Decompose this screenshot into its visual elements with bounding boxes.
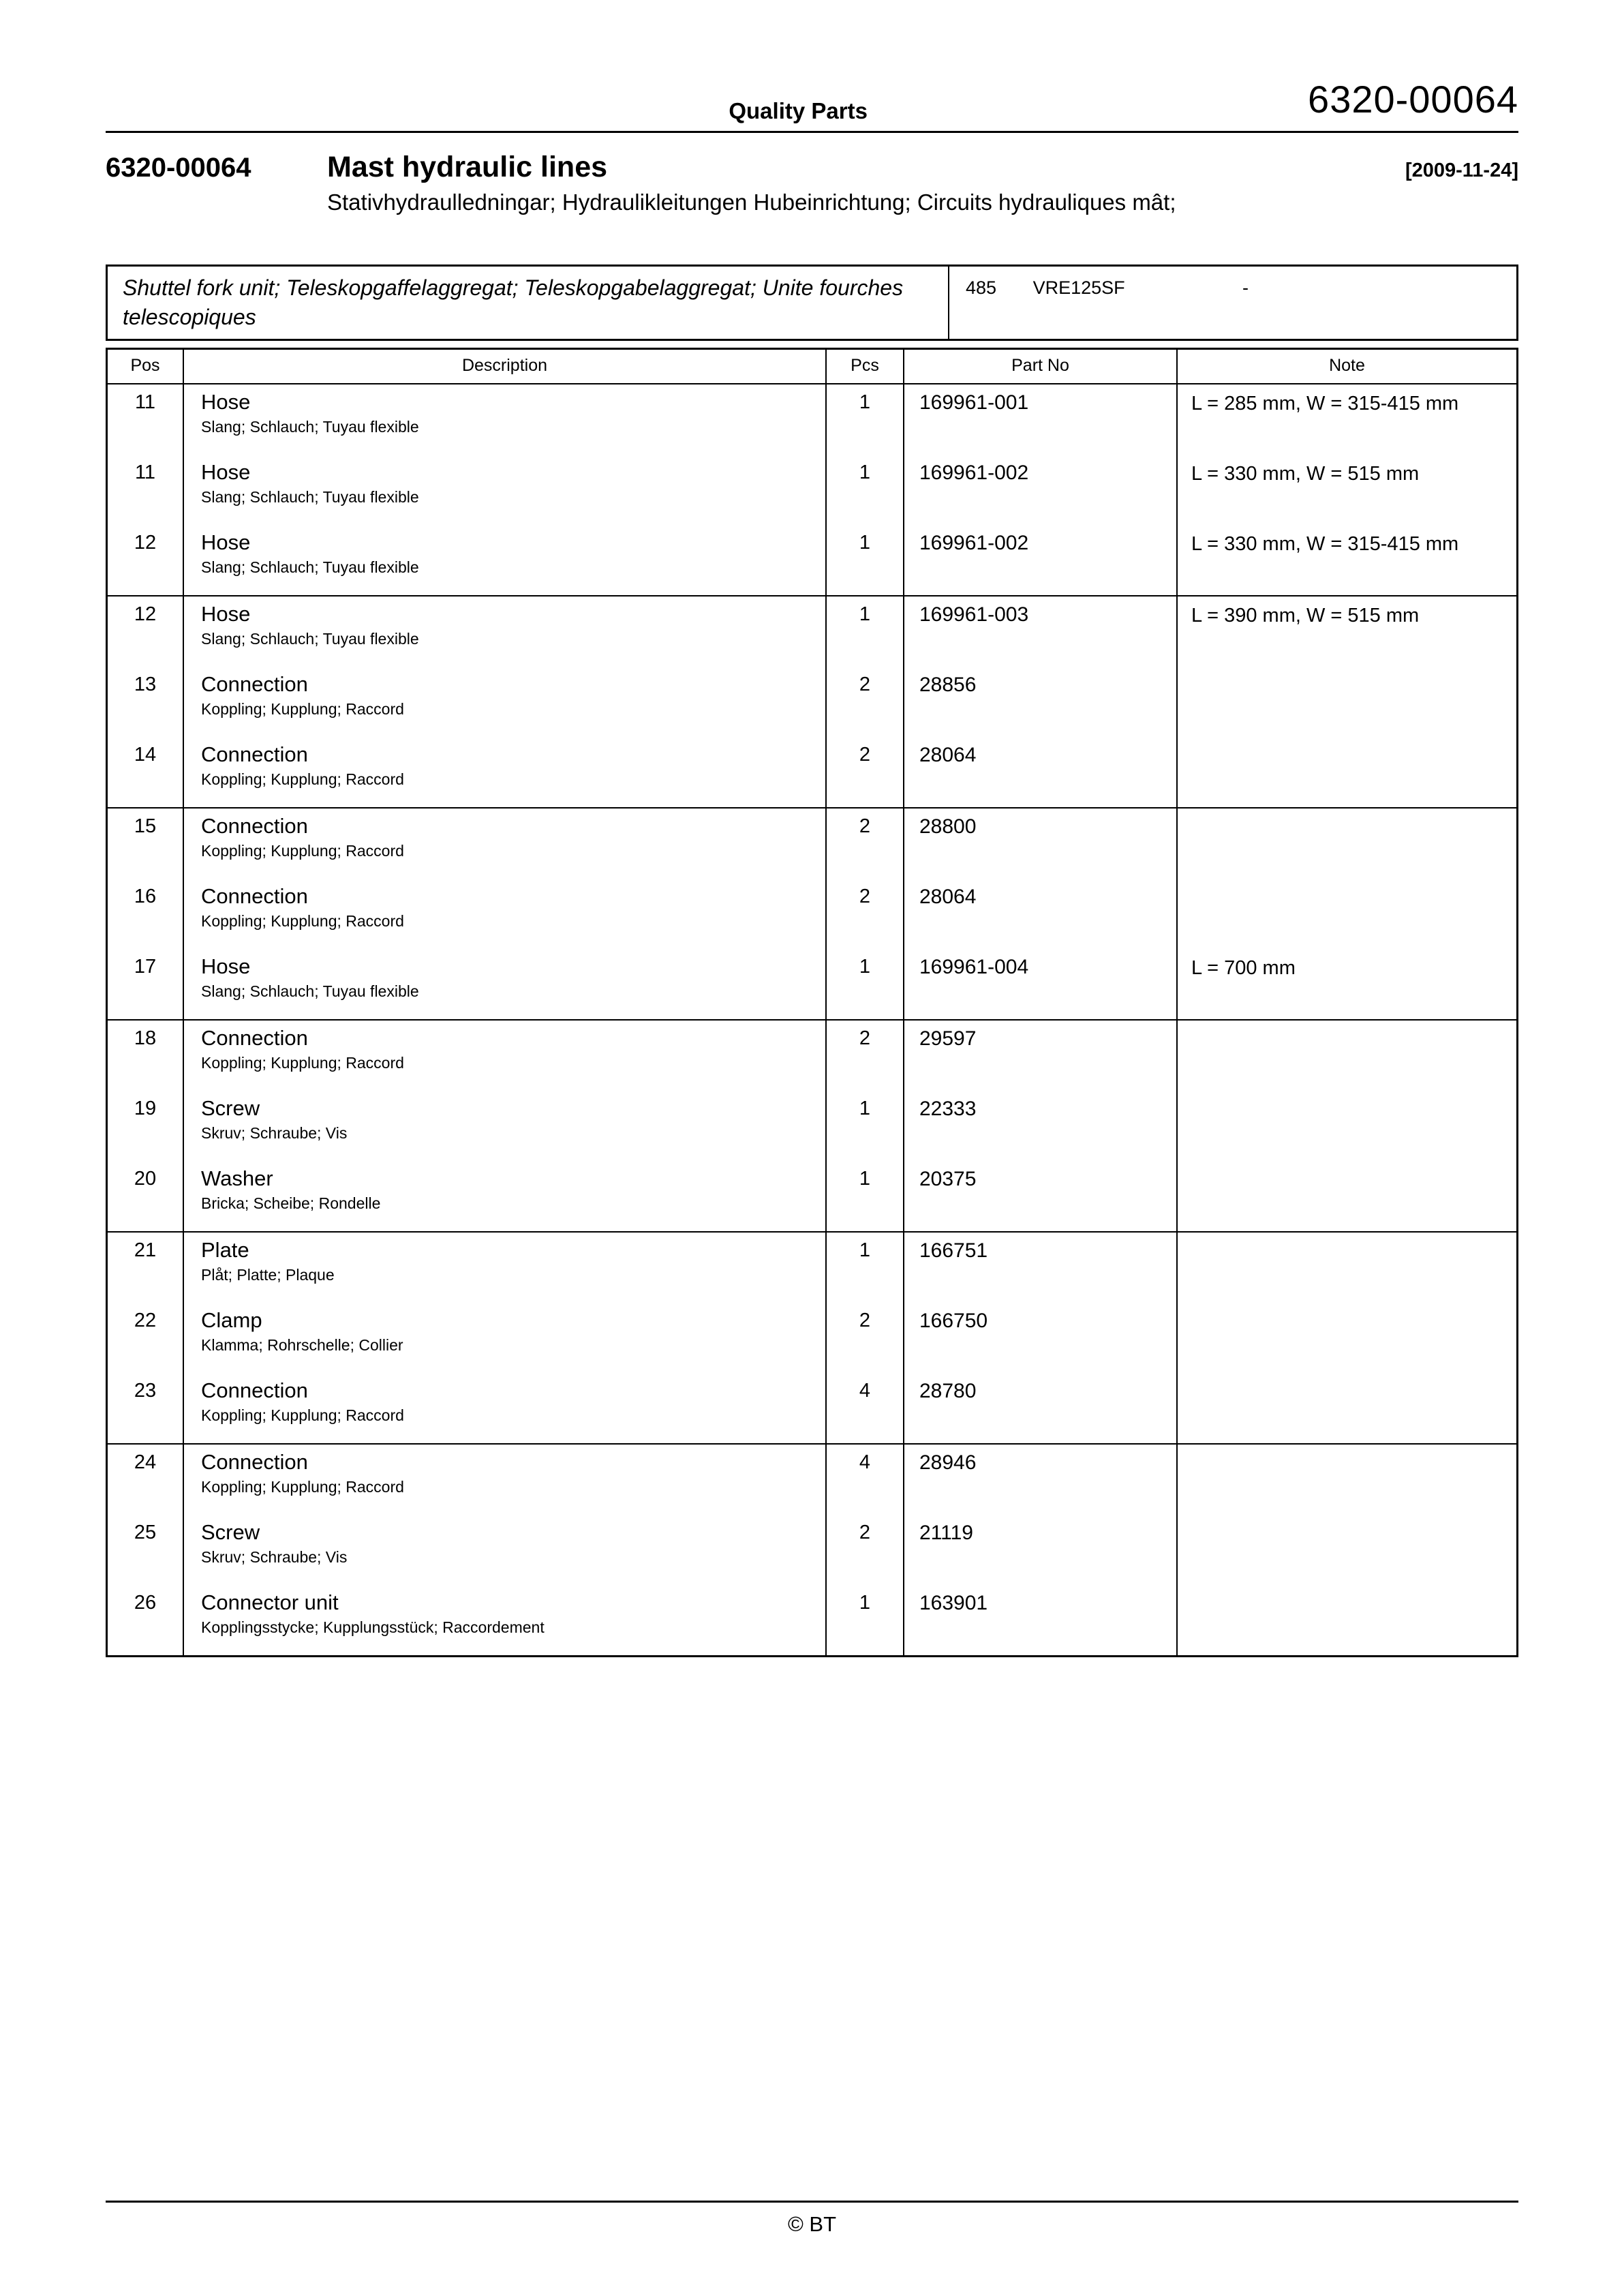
row-description-sub: Koppling; Kupplung; Raccord <box>201 1054 404 1072</box>
row-pcs: 1 <box>827 1091 904 1161</box>
row-pos: 12 <box>108 525 184 595</box>
row-description-main: Connection <box>201 1378 308 1403</box>
header-doc-number: 6320-00064 <box>1308 78 1518 121</box>
row-part-no: 28946 <box>904 1445 1178 1515</box>
row-description <box>184 384 827 455</box>
row-note: L = 330 mm, W = 515 mm <box>1191 463 1420 485</box>
row-description-main: Connection <box>201 1026 308 1051</box>
parts-table <box>106 348 1518 1657</box>
row-pcs: 1 <box>827 384 904 455</box>
table-row <box>108 879 1516 949</box>
unit-model-cell <box>949 267 1516 339</box>
row-pos: 24 <box>108 1445 184 1515</box>
title-row <box>106 151 1518 184</box>
row-description-sub: Skruv; Schraube; Vis <box>201 1124 348 1143</box>
page-title: Mast hydraulic lines <box>327 151 608 183</box>
row-note: L = 285 mm, W = 315-415 mm <box>1191 393 1459 415</box>
row-part-no: 28780 <box>904 1373 1178 1443</box>
row-part-no: 28064 <box>904 879 1178 949</box>
row-pos: 19 <box>108 1091 184 1161</box>
row-pcs: 1 <box>827 1161 904 1231</box>
table-row <box>108 667 1516 737</box>
page-footer <box>106 2201 1518 2237</box>
row-description-sub: Koppling; Kupplung; Raccord <box>201 842 404 860</box>
row-pcs: 1 <box>827 596 904 667</box>
unit-dash: - <box>1242 277 1249 298</box>
row-note <box>1178 1585 1516 1655</box>
unit-code: 485 <box>966 277 997 298</box>
row-description-main: Connection <box>201 742 308 767</box>
row-pcs: 1 <box>827 949 904 1019</box>
row-part-no: 166751 <box>904 1233 1178 1303</box>
table-row <box>108 737 1516 807</box>
row-group <box>108 384 1516 596</box>
row-description-main: Hose <box>201 954 251 979</box>
table-row <box>108 525 1516 595</box>
page-subtitle: Stativhydraulledningar; Hydraulikleitungen Hubeinrichtung; Circuits hydrauliques mât; <box>327 190 1176 215</box>
row-description-main: Washer <box>201 1166 273 1191</box>
table-row <box>108 809 1516 879</box>
row-description-sub: Bricka; Scheibe; Rondelle <box>201 1194 381 1213</box>
unit-header-box <box>106 265 1518 341</box>
row-part-no: 169961-004 <box>904 949 1178 1019</box>
row-group <box>108 809 1516 1021</box>
row-description-main: Hose <box>201 460 251 485</box>
row-pos: 17 <box>108 949 184 1019</box>
col-header-note: Note <box>1329 356 1365 376</box>
table-row <box>108 949 1516 1019</box>
table-row <box>108 1515 1516 1585</box>
row-part-no: 20375 <box>904 1161 1178 1231</box>
row-part-no: 28064 <box>904 737 1178 807</box>
row-part-no: 28856 <box>904 667 1178 737</box>
row-description <box>184 1233 827 1303</box>
copyright-text: © BT <box>787 2212 837 2236</box>
unit-model: VRE125SF <box>1032 277 1125 298</box>
table-row <box>108 384 1516 455</box>
row-description <box>184 1445 827 1515</box>
row-pos: 16 <box>108 879 184 949</box>
row-description-sub: Koppling; Kupplung; Raccord <box>201 1406 404 1425</box>
table-row <box>108 1585 1516 1655</box>
row-note <box>1178 1161 1516 1231</box>
row-description-main: Hose <box>201 602 251 626</box>
row-pcs: 1 <box>827 1233 904 1303</box>
table-row <box>108 1373 1516 1443</box>
row-pcs: 1 <box>827 455 904 525</box>
row-description-sub: Koppling; Kupplung; Raccord <box>201 700 404 719</box>
table-row <box>108 1161 1516 1231</box>
row-description <box>184 1373 827 1443</box>
row-note: L = 390 mm, W = 515 mm <box>1191 605 1420 627</box>
row-note <box>1178 1515 1516 1585</box>
row-note <box>1178 1091 1516 1161</box>
row-part-no: 169961-002 <box>904 455 1178 525</box>
row-note <box>1178 737 1516 807</box>
row-pcs: 2 <box>827 667 904 737</box>
unit-description: Shuttel fork unit; Teleskopgaffelaggregat; Teleskopgabelaggregat; Unite fourches telescopiques <box>108 267 949 339</box>
row-part-no: 21119 <box>904 1515 1178 1585</box>
row-pos: 12 <box>108 596 184 667</box>
row-part-no: 166750 <box>904 1303 1178 1373</box>
row-description-main: Plate <box>201 1238 249 1263</box>
row-note <box>1178 809 1516 879</box>
table-row <box>108 1445 1516 1515</box>
table-row <box>108 596 1516 667</box>
row-pos: 18 <box>108 1021 184 1091</box>
row-pos: 21 <box>108 1233 184 1303</box>
row-description <box>184 667 827 737</box>
page-header <box>106 41 1518 133</box>
row-note <box>1178 1445 1516 1515</box>
row-description-sub: Slang; Schlauch; Tuyau flexible <box>201 982 419 1001</box>
row-note <box>1178 1233 1516 1303</box>
row-description <box>184 455 827 525</box>
row-pcs: 2 <box>827 809 904 879</box>
row-description-main: Clamp <box>201 1308 262 1333</box>
row-description-sub: Koppling; Kupplung; Raccord <box>201 912 404 931</box>
row-pcs: 4 <box>827 1445 904 1515</box>
quality-parts-label: Quality Parts <box>729 98 868 123</box>
row-description <box>184 809 827 879</box>
row-group <box>108 1021 1516 1233</box>
row-description-sub: Klamma; Rohrschelle; Collier <box>201 1336 403 1355</box>
revision-date: [2009-11-24] <box>1405 160 1518 181</box>
row-pcs: 2 <box>827 1303 904 1373</box>
row-description-main: Screw <box>201 1520 260 1545</box>
row-note <box>1178 667 1516 737</box>
row-part-no: 29597 <box>904 1021 1178 1091</box>
row-group <box>108 1445 1516 1655</box>
row-description-sub: Slang; Schlauch; Tuyau flexible <box>201 418 419 436</box>
row-pos: 25 <box>108 1515 184 1585</box>
row-note <box>1178 1303 1516 1373</box>
row-description <box>184 1303 827 1373</box>
row-group <box>108 1233 1516 1445</box>
row-pos: 15 <box>108 809 184 879</box>
row-part-no: 163901 <box>904 1585 1178 1655</box>
col-header-pos: Pos <box>108 350 184 383</box>
row-note <box>1178 879 1516 949</box>
row-description <box>184 1021 827 1091</box>
row-part-no: 169961-001 <box>904 384 1178 455</box>
col-header-pcs: Pcs <box>827 350 904 383</box>
row-pos: 11 <box>108 455 184 525</box>
title-doc-number: 6320-00064 <box>106 153 251 183</box>
row-description <box>184 1161 827 1231</box>
table-body <box>108 384 1516 1655</box>
table-row <box>108 1303 1516 1373</box>
row-pcs: 1 <box>827 1585 904 1655</box>
table-row <box>108 455 1516 525</box>
column-header-row <box>108 350 1516 384</box>
row-pos: 13 <box>108 667 184 737</box>
row-description-sub: Slang; Schlauch; Tuyau flexible <box>201 558 419 577</box>
row-part-no: 169961-003 <box>904 596 1178 667</box>
row-note: L = 330 mm, W = 315-415 mm <box>1191 533 1459 556</box>
row-description <box>184 1091 827 1161</box>
row-description <box>184 949 827 1019</box>
row-description-sub: Slang; Schlauch; Tuyau flexible <box>201 488 419 507</box>
row-note: L = 700 mm <box>1191 957 1296 980</box>
row-description-sub: Plåt; Platte; Plaque <box>201 1266 335 1284</box>
table-row <box>108 1091 1516 1161</box>
row-part-no: 22333 <box>904 1091 1178 1161</box>
row-pos: 20 <box>108 1161 184 1231</box>
row-description <box>184 737 827 807</box>
row-pos: 14 <box>108 737 184 807</box>
row-pcs: 2 <box>827 879 904 949</box>
row-part-no: 28800 <box>904 809 1178 879</box>
row-description-main: Connection <box>201 1450 308 1475</box>
row-description-main: Screw <box>201 1096 260 1121</box>
row-description <box>184 596 827 667</box>
row-description-sub: Koppling; Kupplung; Raccord <box>201 1478 404 1496</box>
row-pos: 22 <box>108 1303 184 1373</box>
row-description <box>184 879 827 949</box>
col-header-part-no: Part No <box>904 350 1178 383</box>
row-description <box>184 1515 827 1585</box>
row-pcs: 2 <box>827 1021 904 1091</box>
row-description-main: Connector unit <box>201 1590 339 1615</box>
row-pos: 26 <box>108 1585 184 1655</box>
row-description-main: Hose <box>201 530 251 555</box>
row-note <box>1178 1373 1516 1443</box>
col-header-description: Description <box>184 350 827 383</box>
row-description-sub: Skruv; Schraube; Vis <box>201 1548 348 1567</box>
row-description <box>184 1585 827 1655</box>
row-description-sub: Kopplingsstycke; Kupplungsstück; Raccordement <box>201 1618 545 1637</box>
row-pcs: 2 <box>827 1515 904 1585</box>
table-row <box>108 1021 1516 1091</box>
row-pcs: 4 <box>827 1373 904 1443</box>
row-description-main: Connection <box>201 672 308 697</box>
row-description <box>184 525 827 595</box>
table-row <box>108 1233 1516 1303</box>
row-description-sub: Koppling; Kupplung; Raccord <box>201 770 404 789</box>
row-description-main: Connection <box>201 884 308 909</box>
row-pcs: 1 <box>827 525 904 595</box>
row-note <box>1178 1021 1516 1091</box>
row-description-main: Connection <box>201 814 308 839</box>
row-part-no: 169961-002 <box>904 525 1178 595</box>
row-description-sub: Slang; Schlauch; Tuyau flexible <box>201 630 419 648</box>
row-group <box>108 596 1516 809</box>
row-description-main: Hose <box>201 390 251 414</box>
row-pcs: 2 <box>827 737 904 807</box>
row-pos: 11 <box>108 384 184 455</box>
row-pos: 23 <box>108 1373 184 1443</box>
